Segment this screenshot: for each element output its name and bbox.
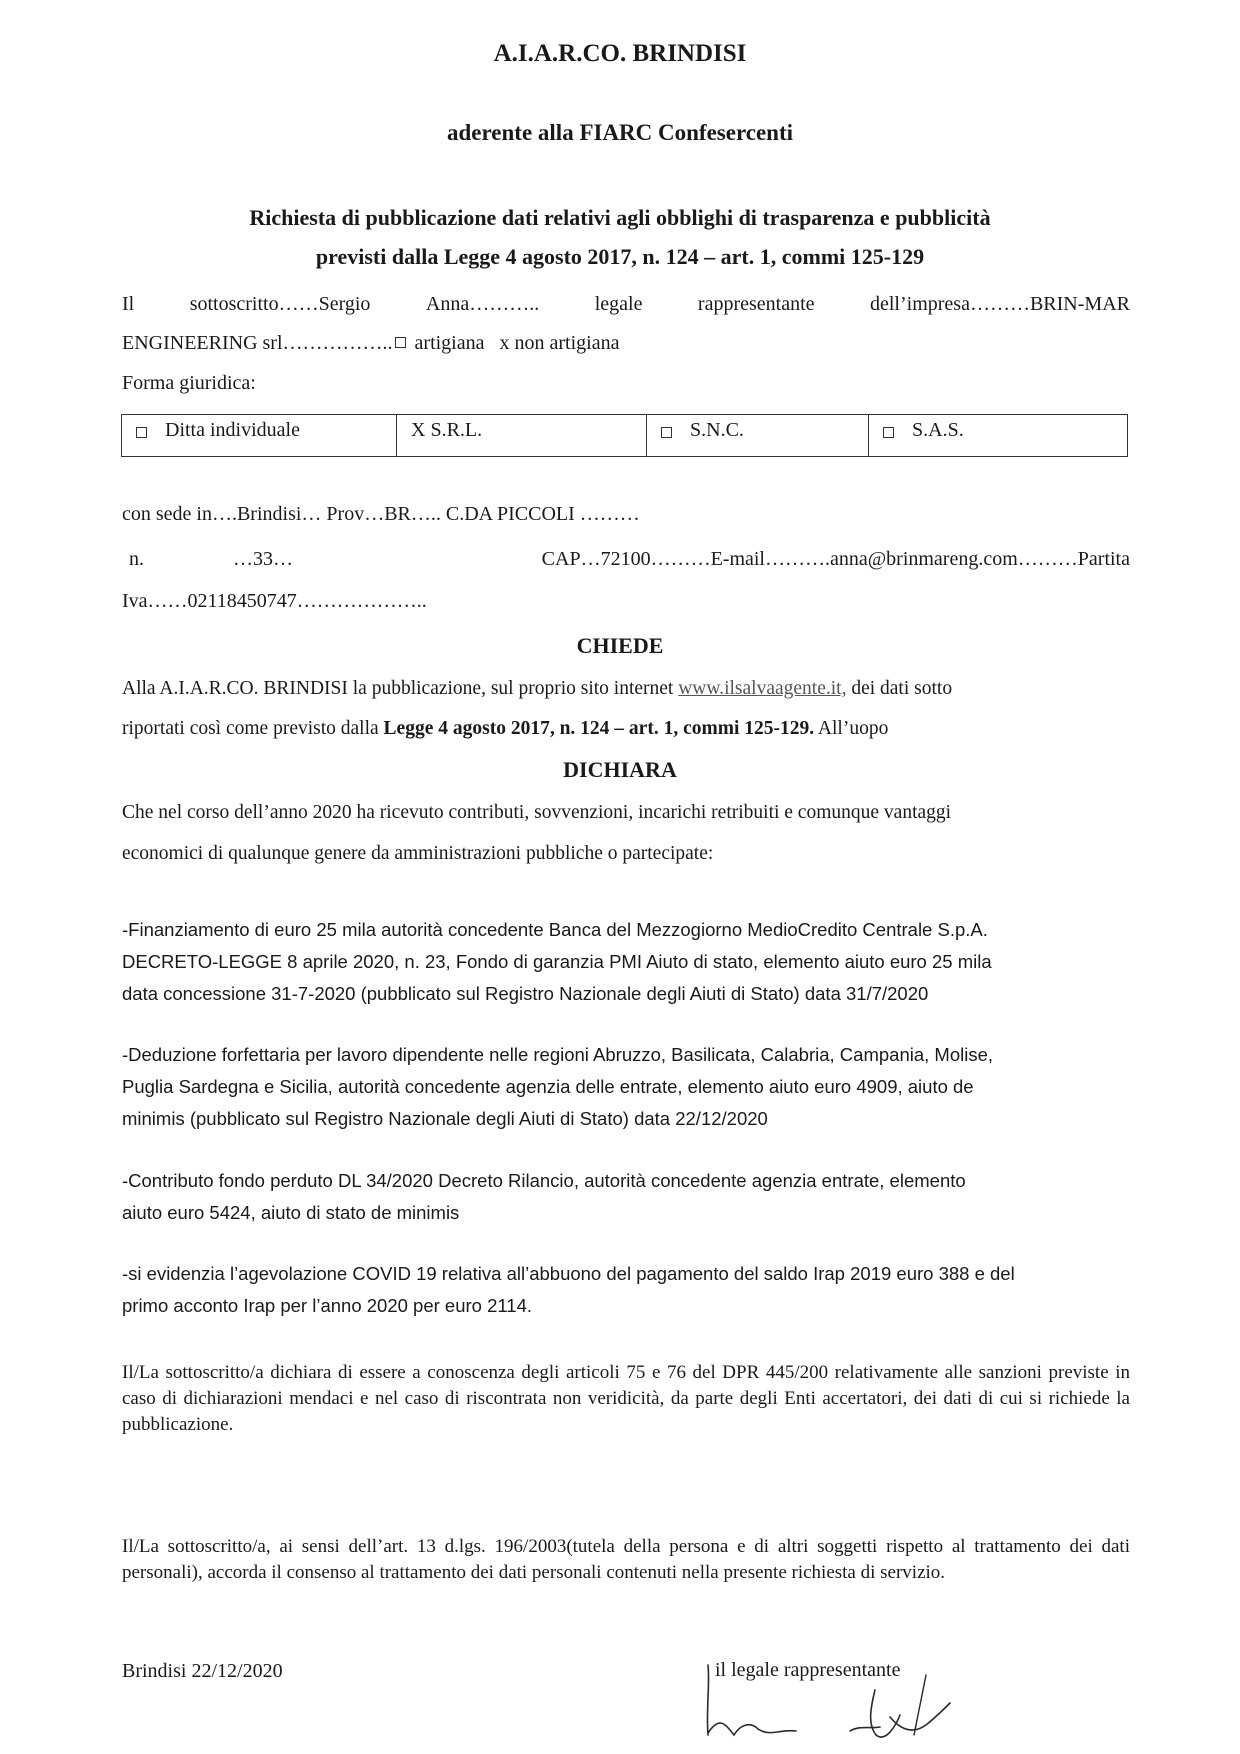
non-artigiana-label: x non artigiana — [499, 332, 620, 354]
option-ditta-individuale[interactable] — [122, 415, 397, 456]
aid-item-1 — [122, 914, 1132, 1010]
chiede-text: Alla A.I.A.R.CO. BRINDISI la pubblicazione, sul proprio sito internet — [122, 678, 679, 699]
request-heading-line-2: previsti dalla Legge 4 agosto 2017, n. 124 – art. 1, commi 125-129 — [315, 244, 925, 269]
aid-item-2 — [122, 1039, 1132, 1135]
aid-item-line: -Contributo fondo perduto DL 34/2020 Decreto Rilancio, autorità concedente agenzia entrate, elemento — [122, 1170, 966, 1191]
aid-item-line: -si evidenzia l’agevolazione COVID 19 relativa all’abbuono del pagamento del saldo Irap 2019 euro 388 e del — [122, 1263, 1015, 1284]
signature-label: il legale rappresentante — [715, 1659, 901, 1681]
request-heading — [0, 198, 1240, 276]
dichiara-title: DICHIARA — [563, 757, 677, 782]
request-heading-line-1: Richiesta di pubblicazione dati relativi agli obblighi di trasparenza e pubblicità — [249, 205, 991, 230]
organization-title: A.I.A.R.CO. BRINDISI — [493, 40, 747, 67]
website-link[interactable]: www.ilsalvaagente.it, — [678, 678, 847, 699]
option-sas[interactable] — [869, 415, 1127, 456]
declarant-word: Anna……….. — [425, 293, 540, 315]
forma-giuridica-table — [121, 414, 1128, 457]
artigiana-checkbox[interactable] — [395, 337, 406, 348]
declarant-word: dell’impresa………BRIN-MAR — [870, 293, 1130, 315]
chiede-text: All’uopo — [814, 718, 889, 739]
aid-item-line: -Deduzione forfettaria per lavoro dipendente nelle regioni Abruzzo, Basilicata, Calabria, Campania, Molise, — [122, 1044, 994, 1065]
chiede-line-2 — [122, 718, 1130, 740]
contact-cap-email: CAP…72100………E-mail……….anna@brinmareng.com………Partita — [541, 548, 1130, 570]
option-label: Ditta individuale — [165, 419, 300, 441]
aid-item-line: minimis (pubblicato sul Registro Nazionale degli Aiuti di Stato) data 22/12/2020 — [122, 1108, 768, 1129]
checkbox-icon[interactable] — [661, 427, 672, 438]
aid-item-line: data concessione 31-7-2020 (pubblicato sul Registro Nazionale degli Aiuti di Stato) data 31/7/2020 — [122, 983, 929, 1004]
declarant-word: legale — [594, 293, 643, 315]
artigiana-label: artigiana — [414, 332, 485, 354]
aid-item-line: primo acconto Irap per l’anno 2020 per euro 2114. — [122, 1295, 533, 1316]
aid-item-3 — [122, 1165, 1132, 1229]
option-srl[interactable] — [397, 415, 647, 456]
option-label: S.N.C. — [690, 419, 744, 441]
declarant-word: rappresentante — [697, 293, 815, 315]
aid-item-4 — [122, 1258, 1132, 1322]
contact-number: …33… — [233, 548, 293, 570]
aid-item-line: Puglia Sardegna e Sicilia, autorità concedente agenzia delle entrate, elemento aiuto euro 4909, aiuto de — [122, 1076, 974, 1097]
place-date: Brindisi 22/12/2020 — [122, 1660, 283, 1682]
declarant-line-2 — [122, 332, 1130, 355]
aid-item-line: -Finanziamento di euro 25 mila autorità concedente Banca del Mezzogiorno MedioCredito Centrale S.p.A. — [122, 919, 988, 940]
declarant-word: sottoscritto……Sergio — [189, 293, 371, 315]
chiede-text: riportati così come previsto dalla — [122, 718, 384, 739]
dichiara-line-2: economici di qualunque genere da amministrazioni pubbliche o partecipate: — [122, 843, 714, 864]
handwritten-signature — [700, 1655, 960, 1745]
checkbox-icon[interactable] — [883, 427, 894, 438]
privacy-consent: Il/La sottoscritto/a, ai sensi dell’art. 13 d.lgs. 196/2003(tutela della persona e di altri soggetti rispetto al trattamento dei dati personali), accorda il consenso al trattamento dei dati personali contenuti nella presente richiesta di servizio. — [122, 1536, 1130, 1583]
dichiara-line-1: Che nel corso dell’anno 2020 ha ricevuto contributi, sovvenzioni, incarichi retribuiti e comunque vantaggi — [122, 802, 952, 823]
iva-line: Iva……02118450747……………….. — [122, 590, 427, 612]
chiede-line-1 — [122, 678, 1130, 700]
contact-number-label: n. — [129, 548, 144, 570]
sede-line: con sede in….Brindisi… Prov…BR….. C.DA PICCOLI ……… — [122, 503, 640, 525]
chiede-text: dei dati sotto — [846, 678, 953, 699]
aid-item-line: DECRETO-LEGGE 8 aprile 2020, n. 23, Fondo di garanzia PMI Aiuto di stato, elemento aiuto euro 25 mila — [122, 951, 992, 972]
option-snc[interactable] — [647, 415, 869, 456]
affiliation-subtitle: aderente alla FIARC Confesercenti — [447, 120, 793, 145]
dpr-declaration: Il/La sottoscritto/a dichiara di essere a conoscenza degli articoli 75 e 76 del DPR 445/200 relativamente alle sanzioni previste in caso di dichiarazioni mendaci e nel caso di riscontrata non veridicità, da parte degli Enti accertatori, dei dati di cui si richiede la pubblicazione. — [122, 1362, 1130, 1435]
law-reference: Legge 4 agosto 2017, n. 124 – art. 1, commi 125-129. — [383, 718, 815, 739]
checkbox-icon[interactable] — [136, 427, 147, 438]
option-label: S.A.S. — [912, 419, 964, 441]
aid-item-line: aiuto euro 5424, aiuto di stato de minimis — [122, 1202, 460, 1223]
declarant-word: Il — [122, 293, 135, 315]
company-name-cont: ENGINEERING srl…………….. — [122, 332, 393, 354]
declarant-line-1 — [122, 293, 1130, 316]
option-label: X S.R.L. — [411, 419, 483, 441]
forma-giuridica-label: Forma giuridica: — [122, 372, 256, 394]
chiede-title: CHIEDE — [576, 633, 664, 658]
